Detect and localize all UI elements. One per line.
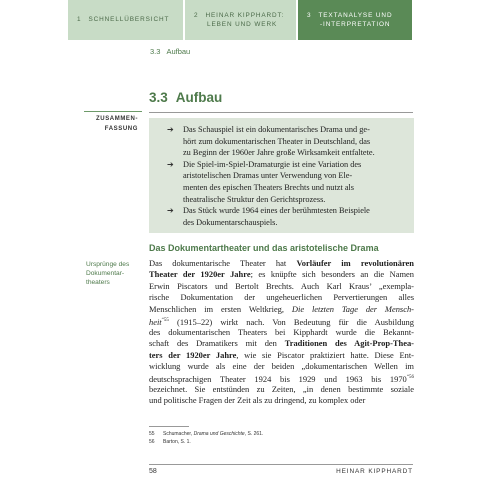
body-line: Theater der 1920er Jahre; es knüpfte sich besonders an die Namen: [149, 269, 414, 280]
tab-leben-und-werk[interactable]: [185, 0, 296, 40]
margin-note-line: theaters: [86, 279, 110, 286]
body-line: heit$^{“55}$ (1915–22) wirkt nach. Von Bedeutung für die Ausbildung: [149, 317, 414, 327]
tab-label-line2: -INTERPRETATION: [320, 21, 391, 28]
page-number: 58: [149, 468, 157, 475]
summary-sidebar-label: [96, 114, 138, 134]
summary-line: aristotelischen Dramas unter Verwendung von Ele-: [183, 171, 353, 181]
summary-line: Das Stück wurde 1964 eines der berühmtesten Beispiele: [183, 206, 370, 216]
summary-item: [167, 159, 402, 205]
body-line: wicklung wurde als eine der beiden „dokumentarischen Wellen im: [149, 360, 414, 371]
summary-item: [167, 124, 402, 159]
tab-textanalyse[interactable]: [298, 0, 412, 40]
footnote: 55 Schumacher, Drama und Geschichte, S. 261.: [149, 431, 264, 437]
arrow-right-icon: ➔: [167, 125, 174, 134]
arrow-right-icon: ➔: [167, 206, 174, 216]
footnote: 56 Barton, S. 1.: [149, 439, 191, 445]
sidebar-divider: [84, 111, 142, 112]
summary-line: theatralische Struktur den Gerichtsprozess.: [183, 194, 326, 204]
tab-number: 2: [194, 12, 199, 19]
margin-note-line: Ursprünge des: [86, 261, 130, 268]
arrow-right-icon: ➔: [167, 159, 174, 169]
summary-line: des Dokumentarschauspiels.: [183, 217, 278, 227]
body-line: Erwin Piscators und Bertolt Brechts. Auch Karl Kraus’ „exempla-: [149, 280, 414, 291]
body-line: des dokumentarischen Theaters bei Kipphardt wurde die Bekannt-: [149, 326, 414, 337]
body-line: ters der 1920er Jahre, wie sie Piscator praktiziert hatte. Diese Ent-: [149, 349, 414, 360]
body-line: rische Dokumentation der ungeheuerlichen Pervertierungen alles: [149, 292, 414, 303]
section-number: 3.3: [149, 90, 168, 105]
subheading: Das Dokumentartheater und das aristotelische Drama: [149, 243, 379, 253]
breadcrumb: [150, 47, 190, 56]
summary-line: Das Schauspiel ist ein dokumentarisches Drama und ge-: [183, 125, 370, 134]
summary-box: [149, 118, 414, 233]
body-line: Das dokumentarische Theater hat Vorläufer im revolutionären: [149, 258, 414, 268]
footnotes: [149, 430, 263, 446]
summary-line: zu Beginn der 1960er Jahre große Wirksamkeit entfaltete.: [183, 148, 375, 158]
section-title: [149, 90, 222, 105]
margin-note: [86, 260, 142, 287]
tab-label: SCHNELLÜBERSICHT: [88, 16, 170, 23]
body-line: schaft des Dramatikers mit den Traditionen des Agit-Prop-Thea-: [149, 338, 414, 349]
summary-line: Die Spiel-im-Spiel-Dramaturgie ist eine Variation des: [183, 159, 362, 169]
body-line: Menschlichen im ersten Weltkrieg, Die letzten Tage der Mensch-: [149, 303, 414, 314]
footer-divider: [149, 464, 413, 465]
body-line: und politische Fragen der Zeit als zu dringend, zu komplex oder: [149, 395, 366, 406]
tab-schnelluebersicht[interactable]: [68, 0, 183, 40]
section-label: Aufbau: [175, 90, 223, 105]
summary-line: menten des epischen Theaters Brechts und nutzt als: [183, 182, 355, 192]
sidebar-label-line2: FASSUNG: [104, 126, 138, 132]
summary-line: hört zum dokumentarischen Theater in Deutschland, das: [183, 136, 371, 146]
tab-label-line2: LEBEN UND WERK: [207, 21, 278, 28]
title-divider: [149, 112, 413, 113]
tab-number: 1: [77, 16, 82, 23]
footnote-divider: [149, 426, 189, 427]
breadcrumb-label: Aufbau: [166, 47, 191, 56]
running-head: HEINAR KIPPHARDT: [336, 468, 413, 475]
breadcrumb-number: 3.3: [150, 47, 161, 56]
body-line: bezeichnet. Sie entstünden zu Zeiten, „in denen bestimmte soziale: [149, 383, 414, 394]
body-line: deutschsprachigen Theater 1924 bis 1929 und 1963 bis $1970^{“56}$: [149, 374, 414, 385]
tab-number: 3: [307, 12, 312, 19]
margin-note-line: Dokumentar-: [86, 270, 125, 277]
tab-label-line1: HEINAR KIPPHARDT:: [205, 12, 285, 19]
sidebar-label-line1: ZUSAMMEN-: [96, 116, 139, 122]
summary-item: [167, 205, 402, 228]
body-text: [149, 258, 414, 407]
chapter-navigation: [0, 0, 480, 44]
tab-label-line1: TEXTANALYSE UND: [318, 12, 393, 19]
